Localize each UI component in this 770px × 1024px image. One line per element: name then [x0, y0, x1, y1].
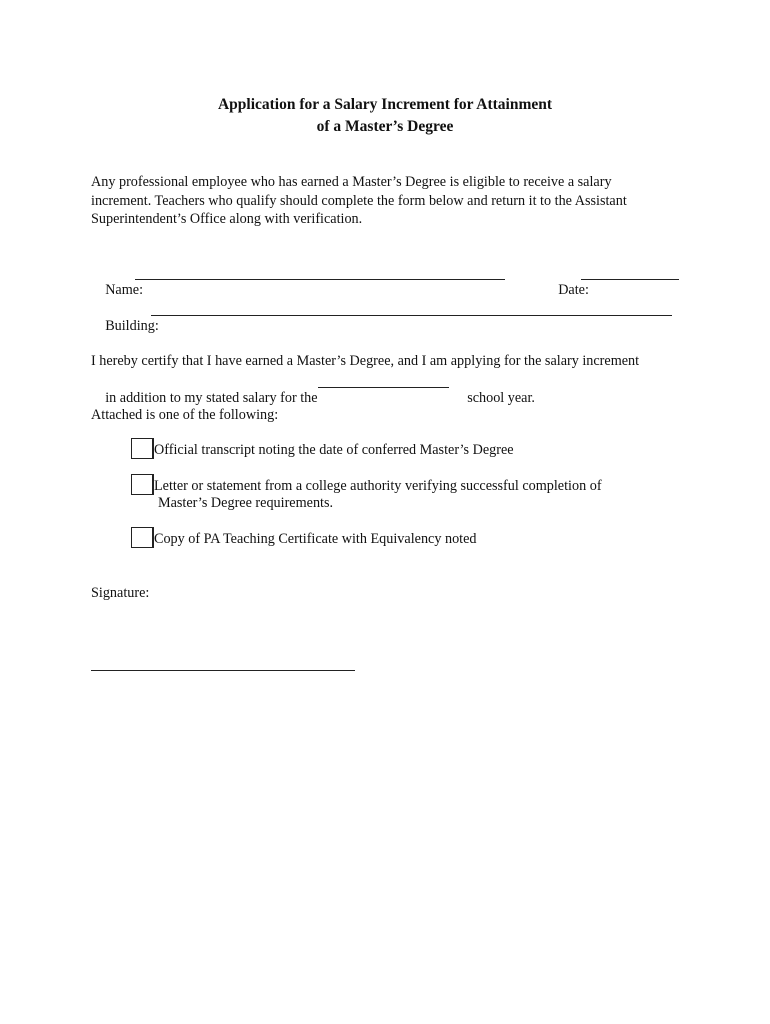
building-input-line[interactable] — [151, 301, 672, 316]
option-transcript-label: Official transcript noting the date of conferred Master’s Degree — [154, 442, 514, 458]
attached-label: Attached is one of the following: — [91, 407, 279, 423]
transcript-checkbox[interactable] — [131, 438, 152, 459]
building-field-row — [91, 299, 159, 353]
form-title-line-1: Application for a Salary Increment for Attainment — [217, 96, 553, 113]
option-certificate-label: Copy of PA Teaching Certificate with Equivalency noted — [154, 531, 477, 547]
intro-line-1: Any professional employee who has earned a Master’s Degree is eligible to receive a salary — [91, 174, 612, 190]
signature-input-line[interactable] — [91, 670, 355, 671]
certify-prefix: in addition to my stated salary for the — [105, 390, 318, 406]
option-letter-label-line-1: Letter or statement from a college authority verifying successful completion of — [154, 478, 602, 494]
certify-line-1: I hereby certify that I have earned a Master’s Degree, and I am applying for the salary increment — [91, 353, 640, 369]
building-label: Building: — [105, 318, 159, 334]
certify-suffix: school year. — [467, 390, 535, 406]
intro-line-2: increment. Teachers who qualify should complete the form below and return it to the Assistant — [91, 192, 627, 209]
form-title-line-2: of a Master’s Degree — [316, 118, 454, 135]
name-label: Name: — [105, 282, 144, 298]
certificate-checkbox[interactable] — [131, 527, 152, 548]
name-input-line[interactable] — [135, 265, 505, 280]
date-label: Date: — [558, 282, 589, 298]
letter-checkbox[interactable] — [131, 474, 152, 495]
school-year-input-line[interactable] — [318, 373, 449, 388]
intro-line-3: Superintendent’s Office along with verification. — [91, 211, 363, 227]
date-input-line[interactable] — [581, 265, 679, 280]
certify-suffix-row — [453, 371, 535, 425]
signature-label: Signature: — [91, 585, 150, 601]
option-letter-label-line-2: Master’s Degree requirements. — [158, 495, 334, 511]
